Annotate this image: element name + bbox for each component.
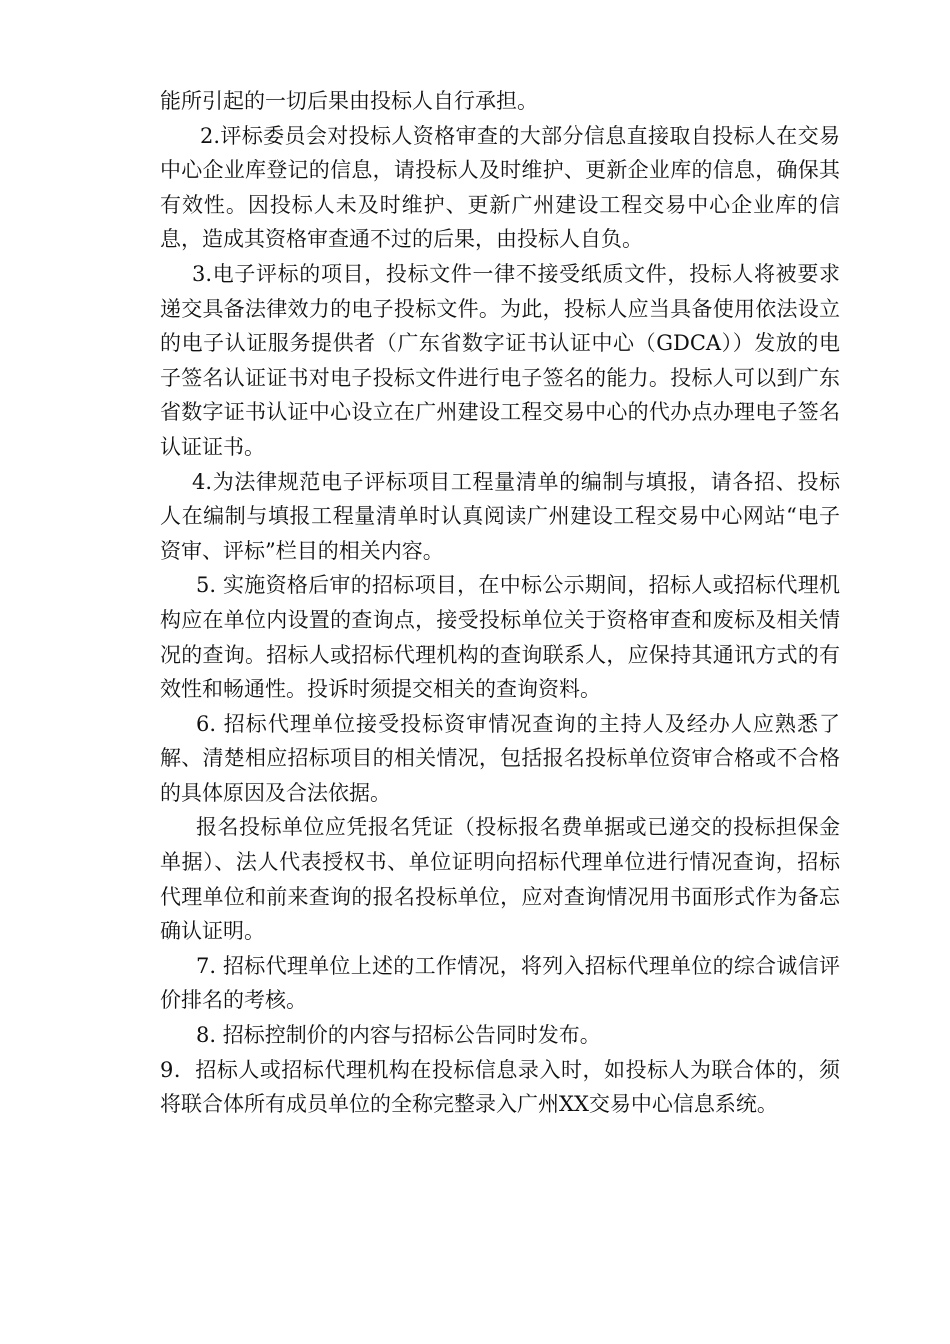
- paragraph-item-5: 5. 实施资格后审的招标项目，在中标公示期间，招标人或招标代理机构应在单位内设置的查询点，接受投标单位关于资格审查和废标及相关情况的查询。招标人或招标代理机构的查询联系人，应保持其通讯方式的有效性和畅通性。投诉时须提交相关的查询资料。: [160, 573, 840, 702]
- paragraph-item-6-continued: 报名投标单位应凭报名凭证（投标报名费单据或已递交的投标担保金单据）、法人代表授权书、单位证明向招标代理单位进行情况查询，招标代理单位和前来查询的报名投标单位，应对查询情况用书面形式作为备忘确认证明。: [160, 815, 840, 944]
- paragraph-item-8: 8. 招标控制价的内容与招标公告同时发布。: [196, 1023, 601, 1048]
- paragraph-item-9: 9．招标人或招标代理机构在投标信息录入时，如投标人为联合体的，须将联合体所有成员单位的全称完整录入广州XX交易中心信息系统。: [160, 1057, 840, 1117]
- paragraph-item-3: 3.电子评标的项目，投标文件一律不接受纸质文件，投标人将被要求递交具备法律效力的电子投标文件。为此，投标人应当具备使用依法设立的电子认证服务提供者（广东省数字证书认证中心（GDCA））发放的电子签名认证证书对电子投标文件进行电子签名的能力。投标人可以到广东省数字证书认证中心设立在广州建设工程交易中心的代办点办理电子签名认证证书。: [160, 261, 840, 459]
- paragraph-continuation: 能所引起的一切后果由投标人自行承担。: [160, 89, 538, 113]
- paragraph-item-6: 6. 招标代理单位接受投标资审情况查询的主持人及经办人应熟悉了解、清楚相应招标项目的相关情况，包括报名投标单位资审合格或不合格的具体原因及合法依据。: [160, 711, 840, 805]
- paragraph-item-2: 2.评标委员会对投标人资格审查的大部分信息直接取自投标人在交易中心企业库登记的信息，请投标人及时维护、更新企业库的信息，确保其有效性。因投标人未及时维护、更新广州建设工程交易中心企业库的信息，造成其资格审查通不过的后果，由投标人自负。: [160, 123, 840, 252]
- paragraph-item-4: 4.为法律规范电子评标项目工程量清单的编制与填报，请各招、投标人在编制与填报工程量清单时认真阅读广州建设工程交易中心网站“电子资审、评标”栏目的相关内容。: [160, 469, 840, 563]
- paragraph-item-7: 7. 招标代理单位上述的工作情况，将列入招标代理单位的综合诚信评价排名的考核。: [160, 953, 840, 1013]
- document-page: [160, 84, 840, 1122]
